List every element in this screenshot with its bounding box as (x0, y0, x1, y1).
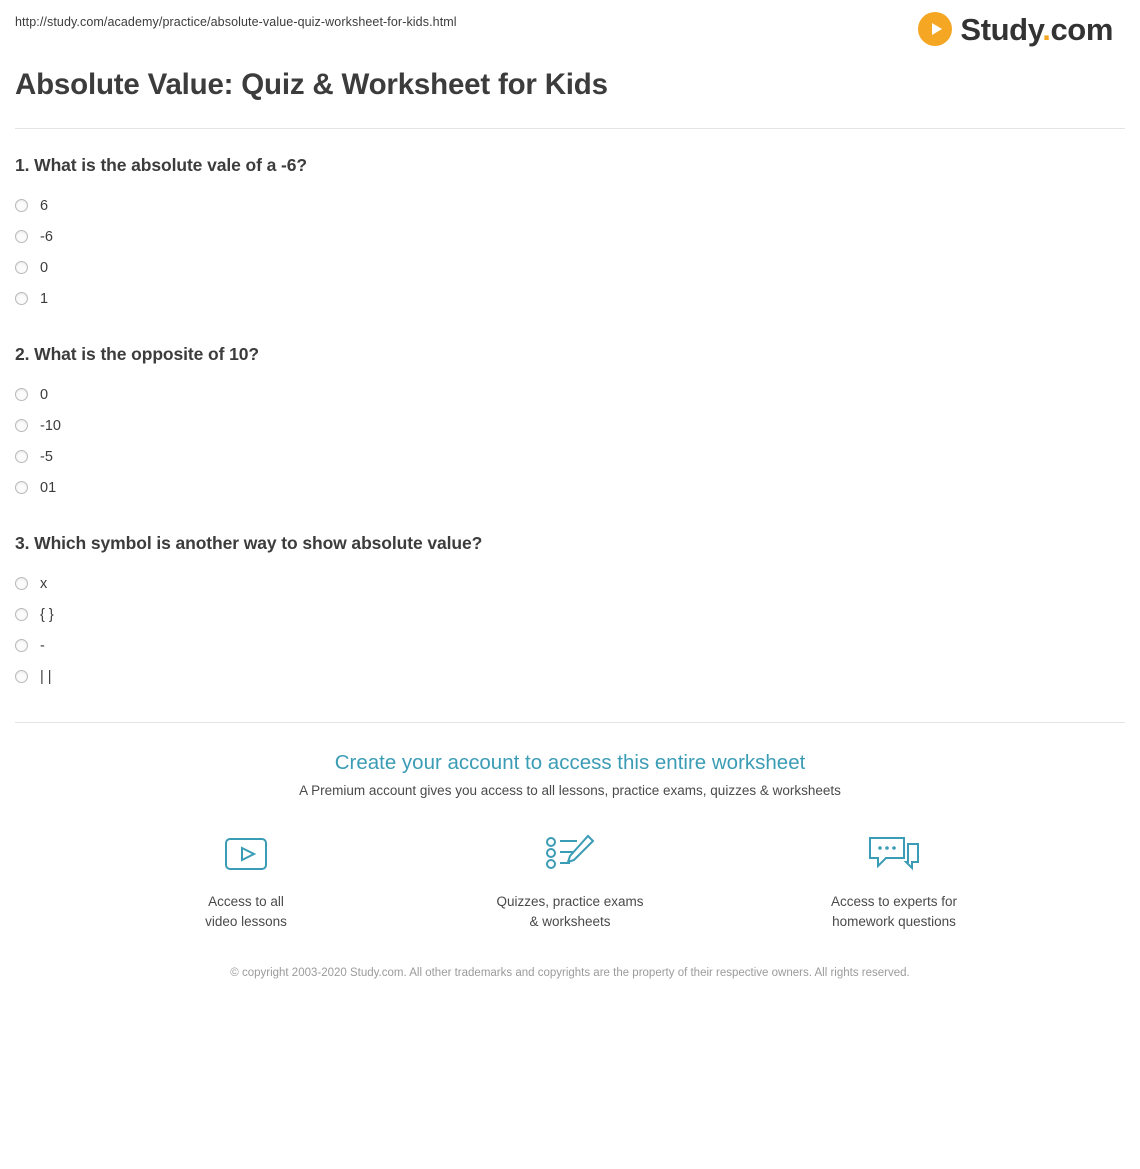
promo-features (15, 828, 1125, 931)
page-url: http://study.com/academy/practice/absolute-value-quiz-worksheet-for-kids.html (15, 15, 457, 29)
logo-wordmark (960, 11, 1113, 47)
answer-choice-label: -6 (40, 228, 53, 245)
radio-icon[interactable] (15, 450, 28, 463)
answer-choice-label: 0 (40, 386, 49, 403)
answer-choice[interactable] (15, 441, 1125, 472)
logo-tld: com (1050, 11, 1113, 47)
promo-title[interactable]: Create your account to access this entire worksheet (334, 751, 806, 774)
video-play-icon (151, 828, 341, 880)
answer-choice-label: 6 (40, 197, 49, 214)
logo-dot: . (1042, 11, 1051, 47)
logo-name: Study (960, 11, 1043, 47)
promo-subtitle: A Premium account gives you access to all lessons, practice exams, quizzes & worksheets (299, 783, 841, 798)
answer-choice[interactable] (15, 283, 1125, 314)
answer-choice[interactable] (15, 661, 1125, 692)
question-item (15, 344, 1125, 503)
answer-choice-label: -10 (40, 417, 61, 434)
feature-line-2: video lessons (205, 913, 287, 929)
answer-choice-label: -5 (40, 448, 53, 465)
study-com-logo[interactable] (918, 12, 1125, 46)
radio-icon[interactable] (15, 639, 28, 652)
question-text: 2. What is the opposite of 10? (15, 344, 259, 364)
radio-icon[interactable] (15, 577, 28, 590)
answer-choice[interactable] (15, 221, 1125, 252)
answer-choice[interactable] (15, 472, 1125, 503)
page-title: Absolute Value: Quiz & Worksheet for Kids (15, 68, 608, 101)
radio-icon[interactable] (15, 230, 28, 243)
promo-section (15, 723, 1125, 1006)
answer-choice-label: { } (40, 606, 54, 623)
question-item (15, 533, 1125, 692)
feature-item (799, 828, 989, 931)
question-text: 1. What is the absolute vale of a -6? (15, 155, 307, 175)
questions-list (15, 129, 1125, 692)
answer-choice-label: x (40, 575, 48, 592)
feature-line-2: & worksheets (529, 913, 611, 929)
answer-choice[interactable] (15, 599, 1125, 630)
question-text: 3. Which symbol is another way to show absolute value? (15, 533, 483, 553)
radio-icon[interactable] (15, 388, 28, 401)
answer-choice[interactable] (15, 410, 1125, 441)
answer-choice-label: 01 (40, 479, 57, 496)
quiz-checklist-pencil-icon (475, 828, 665, 880)
answer-choice[interactable] (15, 190, 1125, 221)
answer-choice[interactable] (15, 252, 1125, 283)
radio-icon[interactable] (15, 481, 28, 494)
answer-choice[interactable] (15, 630, 1125, 661)
radio-icon[interactable] (15, 261, 28, 274)
question-item (15, 155, 1125, 314)
radio-icon[interactable] (15, 608, 28, 621)
chat-bubbles-icon (799, 828, 989, 880)
feature-line-1: Access to all (208, 894, 284, 909)
feature-line-2: homework questions (832, 913, 956, 929)
radio-icon[interactable] (15, 292, 28, 305)
answer-choice-label: - (40, 637, 45, 654)
radio-icon[interactable] (15, 419, 28, 432)
radio-icon[interactable] (15, 199, 28, 212)
answer-choice-label: 0 (40, 259, 49, 276)
answer-choice[interactable] (15, 568, 1125, 599)
play-circle-icon (918, 12, 952, 46)
page-header (15, 0, 1125, 46)
answer-choice-label: | | (40, 668, 52, 685)
feature-line-1: Access to experts for (830, 894, 958, 909)
radio-icon[interactable] (15, 670, 28, 683)
answer-choice[interactable] (15, 379, 1125, 410)
feature-item (151, 828, 341, 931)
feature-line-1: Quizzes, practice exams (496, 894, 644, 909)
answer-choice-label: 1 (40, 290, 49, 307)
copyright-text: © copyright 2003-2020 Study.com. All other trademarks and copyrights are the property of their respective owners. All rights reserved. (230, 967, 910, 980)
feature-item (475, 828, 665, 931)
